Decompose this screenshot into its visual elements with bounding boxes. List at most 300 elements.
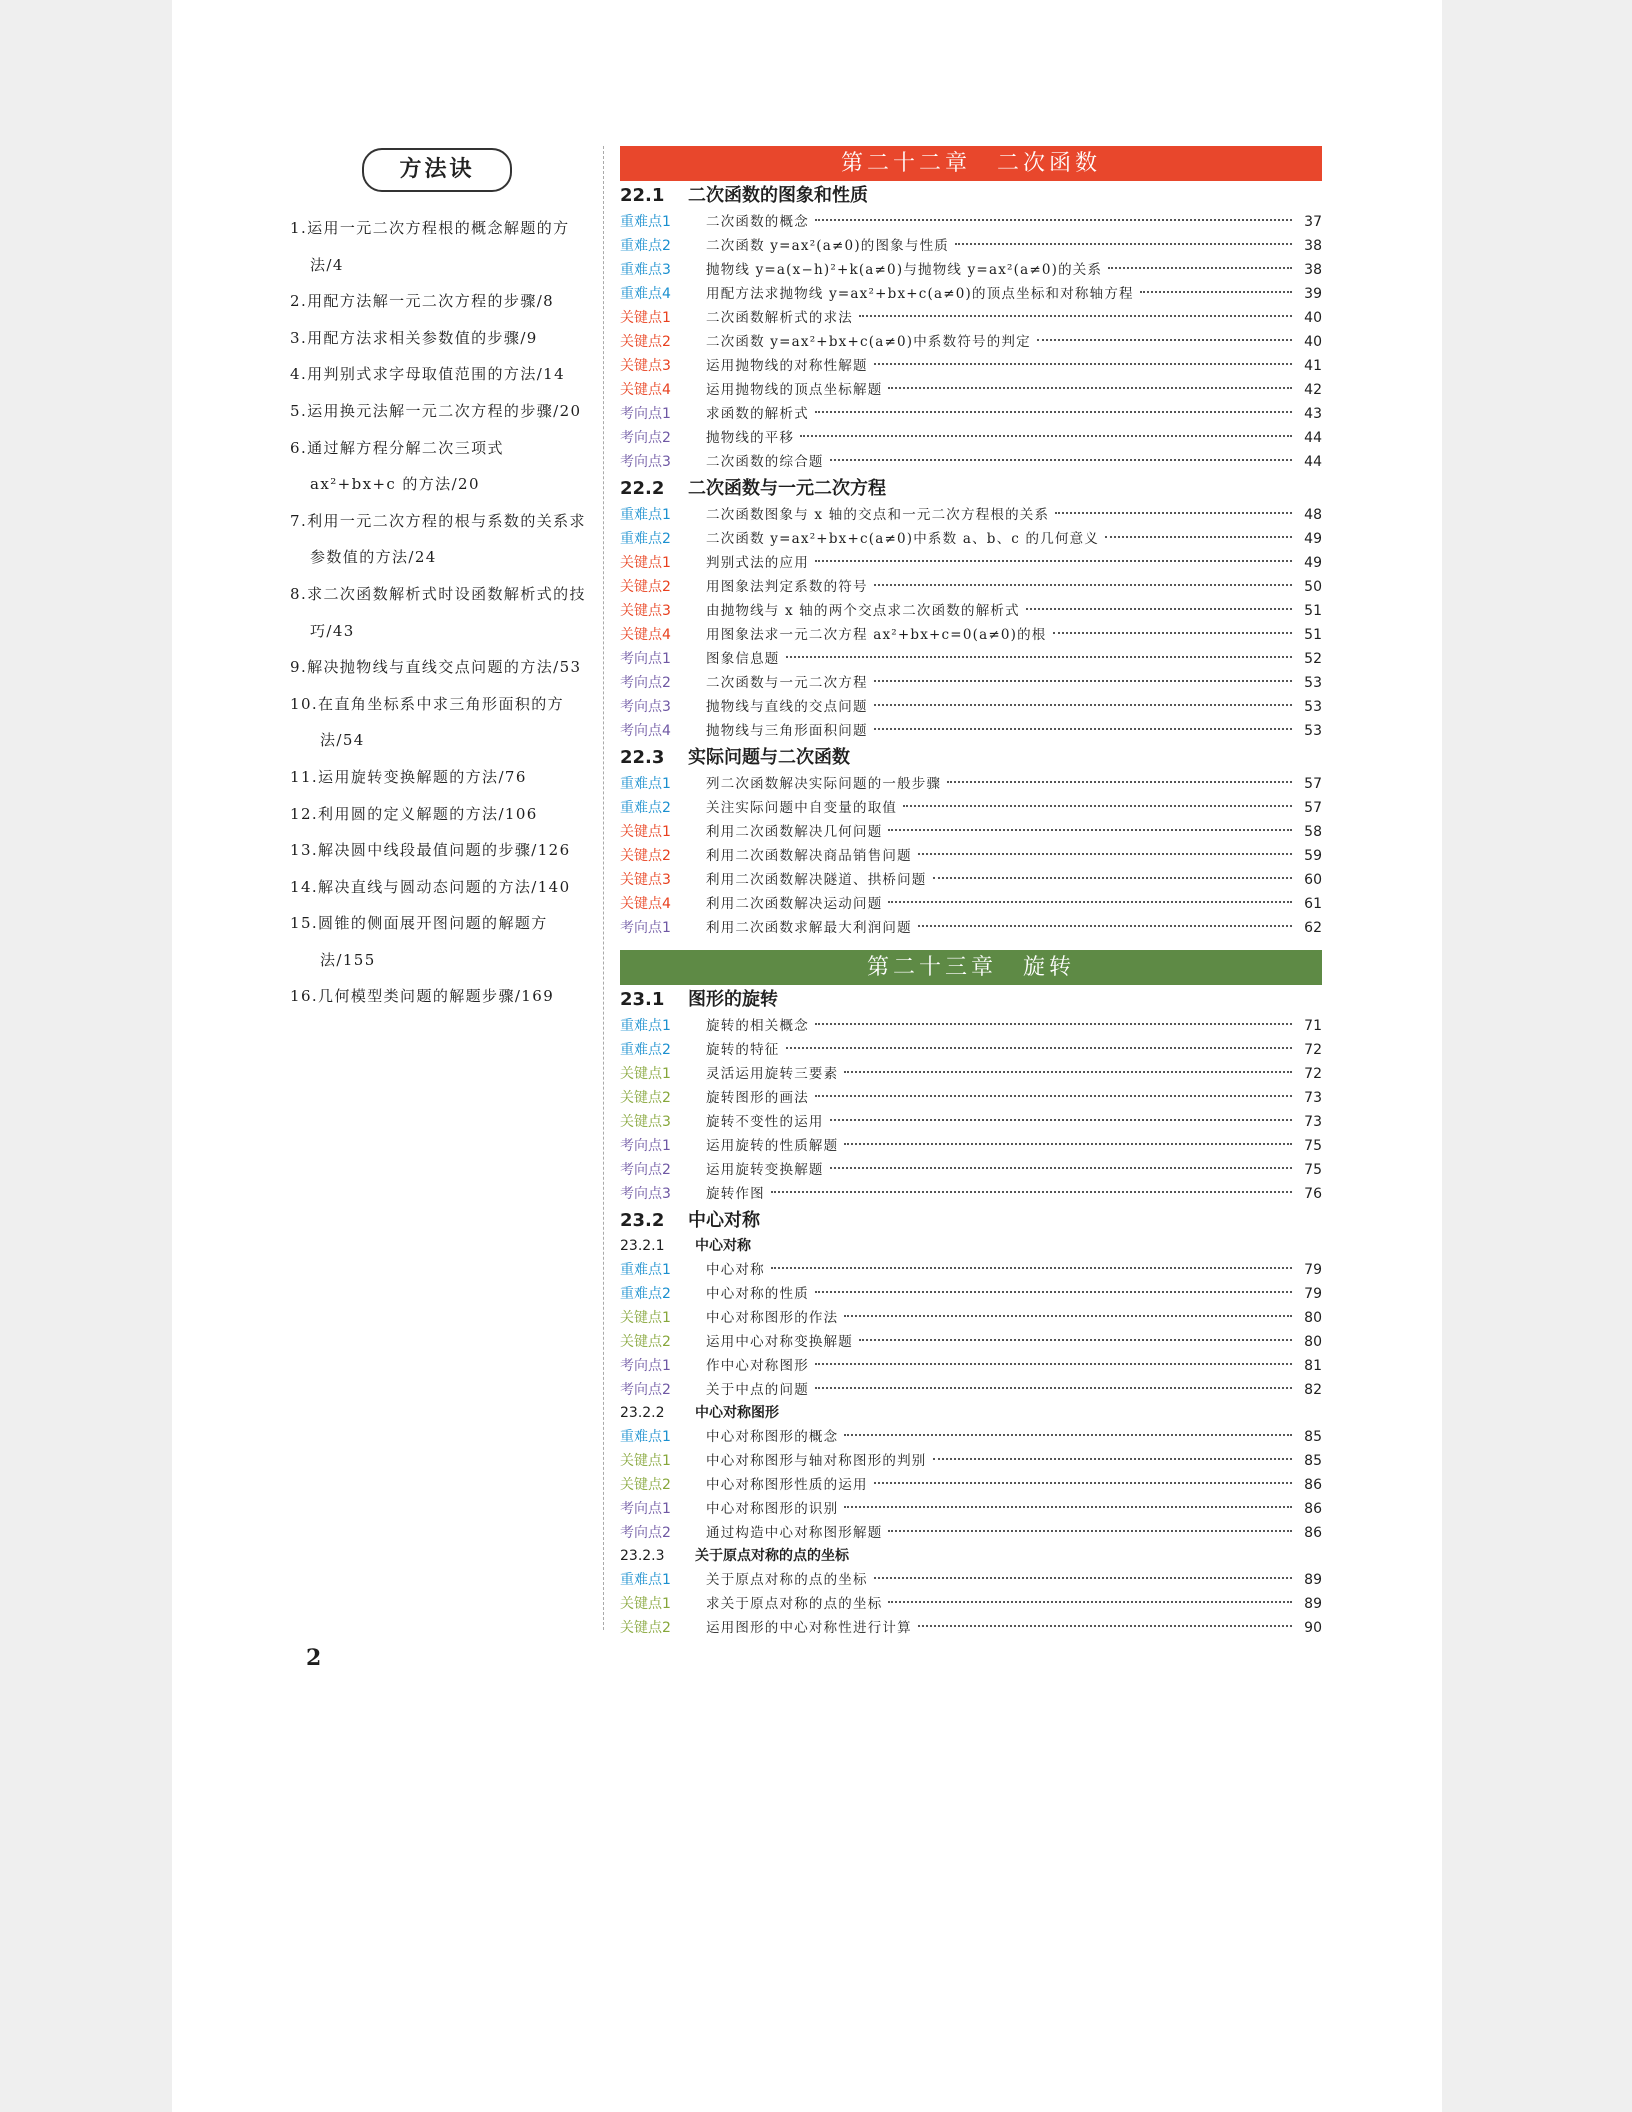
section-number: 22.2 — [620, 478, 665, 499]
entry-page: 41 — [1304, 358, 1322, 374]
section-number: 23.2 — [620, 1210, 665, 1231]
entry-tag: 关键点1 — [620, 1066, 671, 1082]
toc-entry[interactable] — [620, 647, 1322, 671]
section-number: 22.3 — [620, 747, 665, 768]
entry-text: 用配方法求抛物线 y=ax²+bx+c(a≠0)的顶点坐标和对称轴方程 — [706, 286, 1134, 302]
section-name: 实际问题与二次函数 — [688, 747, 850, 768]
entry-text: 中心对称 — [706, 1262, 765, 1278]
entry-text: 抛物线的平移 — [706, 430, 795, 446]
entry-text: 用图象法求一元二次方程 ax²+bx+c=0(a≠0)的根 — [706, 627, 1047, 643]
toc-entry[interactable] — [620, 671, 1322, 695]
entry-tag: 重难点1 — [620, 1429, 671, 1445]
method-item: 5.运用换元法解一元二次方程的步骤/20 — [290, 401, 582, 420]
entry-text: 运用抛物线的对称性解题 — [706, 358, 868, 374]
entry-tag: 关键点4 — [620, 627, 671, 643]
subsection-title — [620, 1545, 1322, 1568]
entry-list — [620, 1568, 1322, 1640]
page-number: 2 — [306, 1645, 322, 1671]
column-divider — [603, 146, 604, 1630]
entry-list — [620, 210, 1322, 474]
entry-tag: 重难点1 — [620, 1262, 671, 1278]
toc-entry[interactable] — [620, 820, 1322, 844]
entry-text: 运用旋转变换解题 — [706, 1162, 824, 1178]
entry-page: 51 — [1304, 627, 1322, 643]
entry-page: 79 — [1304, 1286, 1322, 1302]
entry-text: 旋转图形的画法 — [706, 1090, 809, 1106]
method-item: 8.求二次函数解析式时设函数解析式的技巧/43 — [290, 584, 586, 640]
dot-leader — [874, 1482, 1292, 1484]
toc-entry[interactable] — [620, 1473, 1322, 1497]
entry-tag: 考向点1 — [620, 651, 671, 667]
entry-text: 旋转的相关概念 — [706, 1018, 809, 1034]
toc-entry[interactable] — [620, 1086, 1322, 1110]
dot-leader — [874, 584, 1292, 586]
entry-tag: 考向点1 — [620, 920, 671, 936]
subsection-number: 23.2.2 — [620, 1405, 665, 1421]
entry-page: 80 — [1304, 1310, 1322, 1326]
dot-leader — [844, 1506, 1292, 1508]
entry-page: 44 — [1304, 454, 1322, 470]
dot-leader — [933, 1458, 1293, 1460]
toc-entry[interactable] — [620, 575, 1322, 599]
toc-entry[interactable] — [620, 258, 1322, 282]
toc-entry[interactable] — [620, 868, 1322, 892]
entry-list — [620, 772, 1322, 940]
entry-page: 75 — [1304, 1162, 1322, 1178]
toc-entry[interactable] — [620, 402, 1322, 426]
toc-entry[interactable] — [620, 354, 1322, 378]
entry-page: 72 — [1304, 1042, 1322, 1058]
subsection-name: 中心对称图形 — [695, 1405, 779, 1421]
toc-entry[interactable] — [620, 282, 1322, 306]
entry-page: 52 — [1304, 651, 1322, 667]
dot-leader — [918, 925, 1292, 927]
dot-leader — [815, 219, 1292, 221]
entry-text: 中心对称的性质 — [706, 1286, 809, 1302]
entry-tag: 关键点1 — [620, 1453, 671, 1469]
dot-leader — [844, 1071, 1292, 1073]
dot-leader — [815, 560, 1292, 562]
entry-text: 抛物线与直线的交点问题 — [706, 699, 868, 715]
entry-list — [620, 503, 1322, 743]
toc-entry[interactable] — [620, 1592, 1322, 1616]
entry-text: 二次函数 y=ax²+bx+c(a≠0)中系数 a、b、c 的几何意义 — [706, 531, 1100, 547]
toc-entry[interactable] — [620, 378, 1322, 402]
entry-tag: 关键点3 — [620, 872, 671, 888]
entry-tag: 重难点1 — [620, 776, 671, 792]
toc-entry[interactable] — [620, 916, 1322, 940]
entry-page: 85 — [1304, 1453, 1322, 1469]
entry-text: 旋转的特征 — [706, 1042, 780, 1058]
method-item: 4.用判别式求字母取值范围的方法/14 — [290, 365, 566, 384]
entry-text: 二次函数与一元二次方程 — [706, 675, 868, 691]
toc-entry[interactable] — [620, 1014, 1322, 1038]
method-item: 14.解决直线与圆动态问题的方法/140 — [290, 877, 571, 896]
entry-page: 89 — [1304, 1596, 1322, 1612]
toc-entry[interactable] — [620, 1497, 1322, 1521]
entry-text: 灵活运用旋转三要素 — [706, 1066, 839, 1082]
entry-text: 运用旋转的性质解题 — [706, 1138, 839, 1154]
toc-entry[interactable] — [620, 1062, 1322, 1086]
dot-leader — [771, 1191, 1292, 1193]
entry-tag: 关键点3 — [620, 1114, 671, 1130]
entry-page: 53 — [1304, 699, 1322, 715]
dot-leader — [1037, 339, 1292, 341]
toc-entry[interactable] — [620, 772, 1322, 796]
entry-page: 71 — [1304, 1018, 1322, 1034]
dot-leader — [888, 1530, 1292, 1532]
subsection-number: 23.2.1 — [620, 1238, 665, 1254]
dot-leader — [800, 435, 1292, 437]
subsection-title — [620, 1235, 1322, 1258]
entry-text: 中心对称图形的概念 — [706, 1429, 839, 1445]
methods-title: 方法诀 — [362, 148, 512, 192]
entry-page: 75 — [1304, 1138, 1322, 1154]
dot-leader — [918, 1625, 1292, 1627]
entry-page: 43 — [1304, 406, 1322, 422]
dot-leader — [955, 243, 1292, 245]
entry-text: 二次函数解析式的求法 — [706, 310, 853, 326]
dot-leader — [933, 877, 1293, 879]
method-item: 7.利用一元二次方程的根与系数的关系求参数值的方法/24 — [290, 511, 586, 567]
entry-page: 38 — [1304, 238, 1322, 254]
entry-tag: 关键点2 — [620, 579, 671, 595]
entry-tag: 关键点2 — [620, 848, 671, 864]
method-item: 16.几何模型类问题的解题步骤/169 — [290, 987, 555, 1006]
entry-page: 72 — [1304, 1066, 1322, 1082]
entry-text: 利用二次函数解决几何问题 — [706, 824, 883, 840]
entry-text: 用图象法判定系数的符号 — [706, 579, 868, 595]
entry-tag: 关键点1 — [620, 310, 671, 326]
dot-leader — [874, 363, 1292, 365]
toc-entry[interactable] — [620, 1330, 1322, 1354]
entry-text: 二次函数图象与 x 轴的交点和一元二次方程根的关系 — [706, 507, 1050, 523]
toc-entry[interactable] — [620, 1521, 1322, 1545]
entry-page: 49 — [1304, 555, 1322, 571]
dot-leader — [830, 1167, 1292, 1169]
method-item: 12.利用圆的定义解题的方法/106 — [290, 804, 538, 823]
dot-leader — [888, 829, 1292, 831]
entry-text: 关于原点对称的点的坐标 — [706, 1572, 868, 1588]
dot-leader — [874, 1577, 1292, 1579]
entry-tag: 关键点2 — [620, 1334, 671, 1350]
entry-page: 53 — [1304, 675, 1322, 691]
entry-text: 利用二次函数解决商品销售问题 — [706, 848, 912, 864]
dot-leader — [830, 459, 1292, 461]
entry-page: 37 — [1304, 214, 1322, 230]
toc-entry[interactable] — [620, 1568, 1322, 1592]
dot-leader — [815, 411, 1292, 413]
dot-leader — [815, 1363, 1292, 1365]
entry-list — [620, 1425, 1322, 1545]
entry-tag: 考向点2 — [620, 430, 671, 446]
section-title — [620, 474, 1322, 503]
entry-page: 89 — [1304, 1572, 1322, 1588]
dot-leader — [1026, 608, 1292, 610]
entry-page: 49 — [1304, 531, 1322, 547]
toc-entry[interactable] — [620, 234, 1322, 258]
dot-leader — [844, 1434, 1292, 1436]
dot-leader — [1055, 512, 1292, 514]
method-item: 15.圆锥的侧面展开图问题的解题方法/155 — [290, 914, 548, 969]
dot-leader — [1140, 291, 1292, 293]
toc-entry[interactable] — [620, 1378, 1322, 1402]
entry-tag: 考向点3 — [620, 1186, 671, 1202]
toc-entry[interactable] — [620, 1258, 1322, 1282]
dot-leader — [903, 805, 1292, 807]
subsection-name: 中心对称 — [695, 1238, 751, 1254]
entry-text: 中心对称图形性质的运用 — [706, 1477, 868, 1493]
toc-entry[interactable] — [620, 695, 1322, 719]
entry-page: 90 — [1304, 1620, 1322, 1636]
entry-text: 通过构造中心对称图形解题 — [706, 1525, 883, 1541]
entry-page: 85 — [1304, 1429, 1322, 1445]
toc-entry[interactable] — [620, 1282, 1322, 1306]
entry-text: 运用中心对称变换解题 — [706, 1334, 853, 1350]
entry-page: 40 — [1304, 334, 1322, 350]
toc-entry[interactable] — [620, 1158, 1322, 1182]
entry-tag: 考向点3 — [620, 454, 671, 470]
entry-tag: 重难点4 — [620, 286, 671, 302]
entry-tag: 关键点1 — [620, 824, 671, 840]
entry-text: 二次函数的综合题 — [706, 454, 824, 470]
dot-leader — [1105, 536, 1292, 538]
entry-text: 二次函数 y=ax²(a≠0)的图象与性质 — [706, 238, 949, 254]
entry-tag: 考向点1 — [620, 1358, 671, 1374]
entry-page: 73 — [1304, 1090, 1322, 1106]
entry-text: 中心对称图形的识别 — [706, 1501, 839, 1517]
toc-entry[interactable] — [620, 450, 1322, 474]
entry-tag: 关键点3 — [620, 358, 671, 374]
entry-page: 44 — [1304, 430, 1322, 446]
entry-text: 旋转作图 — [706, 1186, 765, 1202]
entry-page: 58 — [1304, 824, 1322, 840]
toc-entry[interactable] — [620, 1038, 1322, 1062]
section-name: 图形的旋转 — [688, 989, 778, 1010]
dot-leader — [918, 853, 1292, 855]
entry-list — [620, 1258, 1322, 1402]
table-of-contents — [620, 146, 1322, 1640]
toc-entry[interactable] — [620, 551, 1322, 575]
subsection-name: 关于原点对称的点的坐标 — [695, 1548, 849, 1564]
entry-text: 利用二次函数解决隧道、拱桥问题 — [706, 872, 927, 888]
entry-tag: 考向点2 — [620, 1162, 671, 1178]
toc-entry[interactable] — [620, 1449, 1322, 1473]
dot-leader — [1108, 267, 1292, 269]
entry-page: 86 — [1304, 1525, 1322, 1541]
entry-tag: 考向点2 — [620, 1525, 671, 1541]
dot-leader — [888, 387, 1292, 389]
toc-entry[interactable] — [620, 1616, 1322, 1640]
method-list — [290, 210, 590, 1015]
entry-page: 50 — [1304, 579, 1322, 595]
entry-page: 39 — [1304, 286, 1322, 302]
method-item: 9.解决抛物线与直线交点问题的方法/53 — [290, 658, 582, 677]
entry-text: 求函数的解析式 — [706, 406, 809, 422]
entry-page: 59 — [1304, 848, 1322, 864]
entry-tag: 重难点3 — [620, 262, 671, 278]
entry-tag: 重难点2 — [620, 531, 671, 547]
toc-entry[interactable] — [620, 1134, 1322, 1158]
entry-page: 73 — [1304, 1114, 1322, 1130]
toc-entry[interactable] — [620, 719, 1322, 743]
toc-entry[interactable] — [620, 1182, 1322, 1206]
method-item: 6.通过解方程分解二次三项式 ax²+bx+c 的方法/20 — [290, 438, 504, 494]
section-title — [620, 985, 1322, 1014]
entry-tag: 重难点2 — [620, 238, 671, 254]
dot-leader — [859, 315, 1292, 317]
method-item: 10.在直角坐标系中求三角形面积的方法/54 — [290, 694, 565, 750]
entry-tag: 关键点1 — [620, 1310, 671, 1326]
entry-tag: 考向点1 — [620, 1501, 671, 1517]
toc-entry[interactable] — [620, 330, 1322, 354]
entry-text: 中心对称图形与轴对称图形的判别 — [706, 1453, 927, 1469]
entry-tag: 重难点1 — [620, 214, 671, 230]
entry-text: 由抛物线与 x 轴的两个交点求二次函数的解析式 — [706, 603, 1020, 619]
entry-tag: 考向点1 — [620, 1138, 671, 1154]
entry-text: 利用二次函数解决运动问题 — [706, 896, 883, 912]
entry-tag: 关键点2 — [620, 334, 671, 350]
entry-tag: 重难点2 — [620, 1042, 671, 1058]
entry-text: 抛物线 y=a(x−h)²+k(a≠0)与抛物线 y=ax²(a≠0)的关系 — [706, 262, 1103, 278]
entry-page: 62 — [1304, 920, 1322, 936]
entry-tag: 关键点4 — [620, 896, 671, 912]
entry-tag: 关键点2 — [620, 1477, 671, 1493]
toc-entry[interactable] — [620, 1425, 1322, 1449]
toc-entry[interactable] — [620, 1306, 1322, 1330]
entry-list — [620, 1014, 1322, 1206]
entry-text: 旋转不变性的运用 — [706, 1114, 824, 1130]
entry-page: 82 — [1304, 1382, 1322, 1398]
entry-page: 53 — [1304, 723, 1322, 739]
dot-leader — [786, 1047, 1293, 1049]
dot-leader — [874, 728, 1292, 730]
dot-leader — [786, 656, 1293, 658]
section-name: 二次函数与一元二次方程 — [688, 478, 886, 499]
entry-text: 作中心对称图形 — [706, 1358, 809, 1374]
method-item: 11.运用旋转变换解题的方法/76 — [290, 767, 527, 786]
entry-page: 38 — [1304, 262, 1322, 278]
dot-leader — [888, 1601, 1292, 1603]
toc-entry[interactable] — [620, 844, 1322, 868]
entry-text: 关注实际问题中自变量的取值 — [706, 800, 898, 816]
entry-page: 60 — [1304, 872, 1322, 888]
method-item: 2.用配方法解一元二次方程的步骤/8 — [290, 292, 555, 311]
toc-entry[interactable] — [620, 796, 1322, 820]
entry-page: 57 — [1304, 800, 1322, 816]
entry-page: 61 — [1304, 896, 1322, 912]
toc-entry[interactable] — [620, 503, 1322, 527]
dot-leader — [844, 1315, 1292, 1317]
entry-page: 57 — [1304, 776, 1322, 792]
entry-tag: 考向点1 — [620, 406, 671, 422]
toc-entry[interactable] — [620, 306, 1322, 330]
dot-leader — [815, 1387, 1292, 1389]
entry-page: 76 — [1304, 1186, 1322, 1202]
section-title — [620, 181, 1322, 210]
entry-text: 求关于原点对称的点的坐标 — [706, 1596, 883, 1612]
dot-leader — [771, 1267, 1292, 1269]
dot-leader — [874, 680, 1292, 682]
section-name: 中心对称 — [688, 1210, 760, 1231]
subsection-title — [620, 1402, 1322, 1425]
entry-tag: 关键点3 — [620, 603, 671, 619]
entry-page: 42 — [1304, 382, 1322, 398]
entry-tag: 考向点4 — [620, 723, 671, 739]
entry-page: 51 — [1304, 603, 1322, 619]
entry-text: 关于中点的问题 — [706, 1382, 809, 1398]
dot-leader — [1053, 632, 1293, 634]
toc-entry[interactable] — [620, 1354, 1322, 1378]
entry-tag: 关键点1 — [620, 1596, 671, 1612]
section-number: 23.1 — [620, 989, 665, 1010]
toc-entry[interactable] — [620, 210, 1322, 234]
dot-leader — [815, 1095, 1292, 1097]
toc-entry[interactable] — [620, 426, 1322, 450]
entry-text: 中心对称图形的作法 — [706, 1310, 839, 1326]
entry-tag: 考向点3 — [620, 699, 671, 715]
entry-tag: 关键点1 — [620, 555, 671, 571]
entry-tag: 重难点1 — [620, 507, 671, 523]
entry-text: 运用抛物线的顶点坐标解题 — [706, 382, 883, 398]
section-title — [620, 1206, 1322, 1235]
dot-leader — [888, 901, 1292, 903]
entry-page: 86 — [1304, 1477, 1322, 1493]
dot-leader — [844, 1143, 1292, 1145]
entry-tag: 重难点2 — [620, 800, 671, 816]
entry-text: 利用二次函数求解最大利润问题 — [706, 920, 912, 936]
toc-entry[interactable] — [620, 623, 1322, 647]
dot-leader — [874, 704, 1292, 706]
toc-entry[interactable] — [620, 599, 1322, 623]
section-title — [620, 743, 1322, 772]
entry-page: 81 — [1304, 1358, 1322, 1374]
entry-page: 48 — [1304, 507, 1322, 523]
chapter-23-header: 第二十三章 旋转 — [620, 950, 1322, 985]
entry-page: 80 — [1304, 1334, 1322, 1350]
entry-text: 图象信息题 — [706, 651, 780, 667]
entry-text: 抛物线与三角形面积问题 — [706, 723, 868, 739]
method-item: 3.用配方法求相关参数值的步骤/9 — [290, 328, 538, 347]
entry-page: 86 — [1304, 1501, 1322, 1517]
entry-text: 列二次函数解决实际问题的一般步骤 — [706, 776, 942, 792]
toc-entry[interactable] — [620, 892, 1322, 916]
section-name: 二次函数的图象和性质 — [688, 185, 868, 206]
entry-text: 判别式法的应用 — [706, 555, 809, 571]
method-item: 1.运用一元二次方程根的概念解题的方法/4 — [290, 219, 570, 274]
toc-entry[interactable] — [620, 527, 1322, 551]
dot-leader — [815, 1023, 1292, 1025]
entry-tag: 重难点1 — [620, 1572, 671, 1588]
entry-text: 二次函数 y=ax²+bx+c(a≠0)中系数符号的判定 — [706, 334, 1031, 350]
dot-leader — [859, 1339, 1292, 1341]
section-number: 22.1 — [620, 185, 665, 206]
entry-page: 79 — [1304, 1262, 1322, 1278]
dot-leader — [947, 781, 1292, 783]
entry-text: 二次函数的概念 — [706, 214, 809, 230]
toc-entry[interactable] — [620, 1110, 1322, 1134]
chapter-22-header: 第二十二章 二次函数 — [620, 146, 1322, 181]
dot-leader — [815, 1291, 1292, 1293]
entry-tag: 重难点1 — [620, 1018, 671, 1034]
entry-page: 40 — [1304, 310, 1322, 326]
dot-leader — [830, 1119, 1292, 1121]
subsection-number: 23.2.3 — [620, 1548, 665, 1564]
entry-tag: 关键点2 — [620, 1620, 671, 1636]
method-item: 13.解决圆中线段最值问题的步骤/126 — [290, 841, 571, 860]
entry-tag: 考向点2 — [620, 1382, 671, 1398]
entry-tag: 关键点4 — [620, 382, 671, 398]
